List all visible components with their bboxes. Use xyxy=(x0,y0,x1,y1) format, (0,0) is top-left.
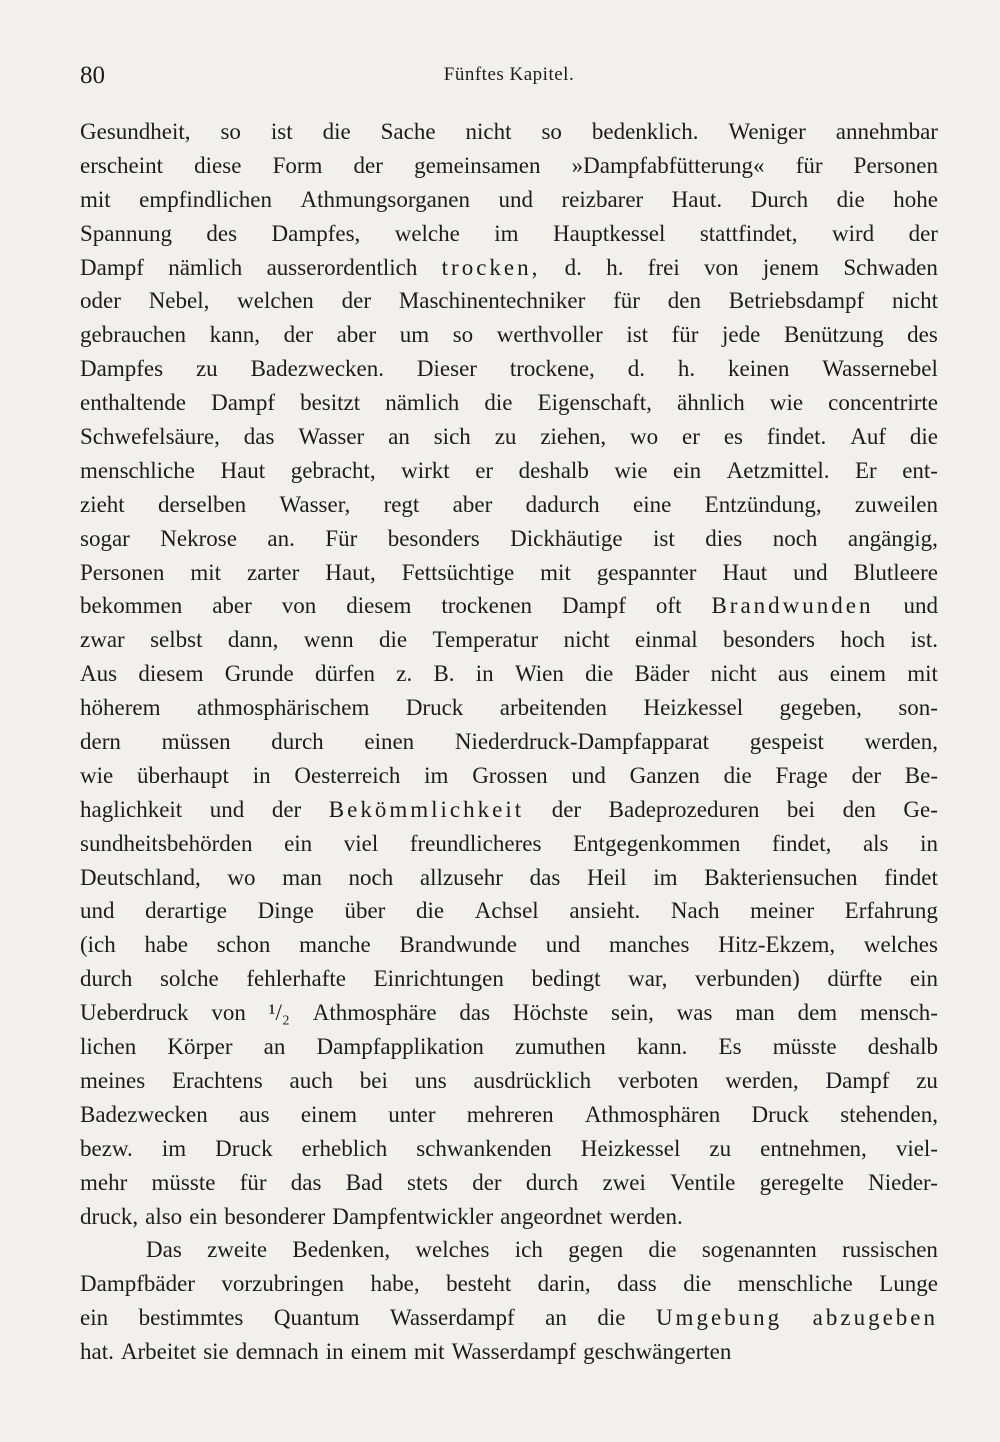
text-line: (ich habe schon manche Brandwunde und manches Hitz-Ekzem, welches xyxy=(80,932,938,958)
body-text xyxy=(80,115,938,1369)
text-line: Aus diesem Grunde dürfen z. B. in Wien die Bäder nicht aus einem mit xyxy=(80,661,938,687)
text-line: menschliche Haut gebracht, wirkt er deshalb wie ein Aetzmittel. Er ent- xyxy=(80,457,938,483)
text-line: erscheint diese Form der gemeinsamen »Dampfabfütterung« für Personen xyxy=(80,152,938,178)
text-line: sogar Nekrose an. Für besonders Dickhäutige ist dies noch angängig, xyxy=(80,525,938,551)
text-line: durch solche fehlerhafte Einrichtungen bedingt war, verbunden) dürfte ein xyxy=(80,966,938,992)
text-line: mehr müsste für das Bad stets der durch zwei Ventile geregelte Nieder- xyxy=(80,1169,938,1195)
text-line: bezw. im Druck erheblich schwankenden Heizkessel zu entnehmen, viel- xyxy=(80,1135,938,1161)
text-line: zwar selbst dann, wenn die Temperatur nicht einmal besonders hoch ist. xyxy=(80,627,938,653)
text-line: haglichkeit und der Bekömmlichkeit der Badeprozeduren bei den Ge- xyxy=(80,796,938,822)
text-line: meines Erachtens auch bei uns ausdrücklich verboten werden, Dampf zu xyxy=(80,1067,938,1093)
text-line: druck, also ein besonderer Dampfentwickler angeordnet werden. xyxy=(80,1203,683,1229)
text-line: Gesundheit, so ist die Sache nicht so bedenklich. Weniger annehmbar xyxy=(80,119,938,144)
text-line: gebrauchen kann, der aber um so werthvoller ist für jede Benützung des xyxy=(80,322,938,348)
text-line: höherem athmosphärischem Druck arbeitenden Heizkessel gegeben, son- xyxy=(80,695,938,721)
text-line: Deutschland, wo man noch allzusehr das Heil im Bakteriensuchen findet xyxy=(80,864,938,890)
text-line: oder Nebel, welchen der Maschinentechniker für den Betriebsdampf nicht xyxy=(80,288,938,314)
text-line: ein bestimmtes Quantum Wasserdampf an die Umgebung abzugeben xyxy=(80,1305,938,1331)
page-header xyxy=(80,62,938,98)
text-line: enthaltende Dampf besitzt nämlich die Eigenschaft, ähnlich wie concentrirte xyxy=(80,390,938,416)
text-line: Spannung des Dampfes, welche im Hauptkessel stattfindet, wird der xyxy=(80,220,938,246)
text-line: dern müssen durch einen Niederdruck-Dampfapparat gespeist werden, xyxy=(80,729,938,755)
text-line: Badezwecken aus einem unter mehreren Athmosphären Druck stehenden, xyxy=(80,1101,938,1127)
page-number: 80 xyxy=(80,62,105,89)
text-line: sundheitsbehörden ein viel freundlicheres Entgegenkommen findet, als in xyxy=(80,830,938,856)
text-line: lichen Körper an Dampfapplikation zumuthen kann. Es müsste deshalb xyxy=(80,1034,938,1060)
text-line: zieht derselben Wasser, regt aber dadurch eine Entzündung, zuweilen xyxy=(80,491,938,517)
text-line: hat. Arbeitet sie demnach in einem mit Wasserdampf geschwängerten xyxy=(80,1339,732,1365)
text-line: wie überhaupt in Oesterreich im Grossen und Ganzen die Frage der Be- xyxy=(80,762,938,788)
text-line: Dampfes zu Badezwecken. Dieser trockene, d. h. keinen Wassernebel xyxy=(80,356,938,382)
text-line: mit empfindlichen Athmungsorganen und reizbarer Haut. Durch die hohe xyxy=(80,186,938,212)
text-line: Dampfbäder vorzubringen habe, besteht darin, dass die menschliche Lunge xyxy=(80,1271,938,1297)
text-line: und derartige Dinge über die Achsel ansieht. Nach meiner Erfahrung xyxy=(80,898,938,924)
text-line: Dampf nämlich ausserordentlich trocken, d. h. frei von jenem Schwaden xyxy=(80,254,938,280)
running-head: Fünftes Kapitel. xyxy=(443,64,575,85)
text-line: bekommen aber von diesem trockenen Dampf oft Brandwunden und xyxy=(80,593,938,619)
text-line: Personen mit zarter Haut, Fettsüchtige mit gespannter Haut und Blutleere xyxy=(80,559,938,585)
text-line: Schwefelsäure, das Wasser an sich zu ziehen, wo er es findet. Auf die xyxy=(80,424,938,450)
text-line: Das zweite Bedenken, welches ich gegen die sogenannten russischen xyxy=(146,1237,938,1263)
text-line: Ueberdruck von ¹/₂ Athmosphäre das Höchste sein, was man dem mensch- xyxy=(80,1000,938,1026)
